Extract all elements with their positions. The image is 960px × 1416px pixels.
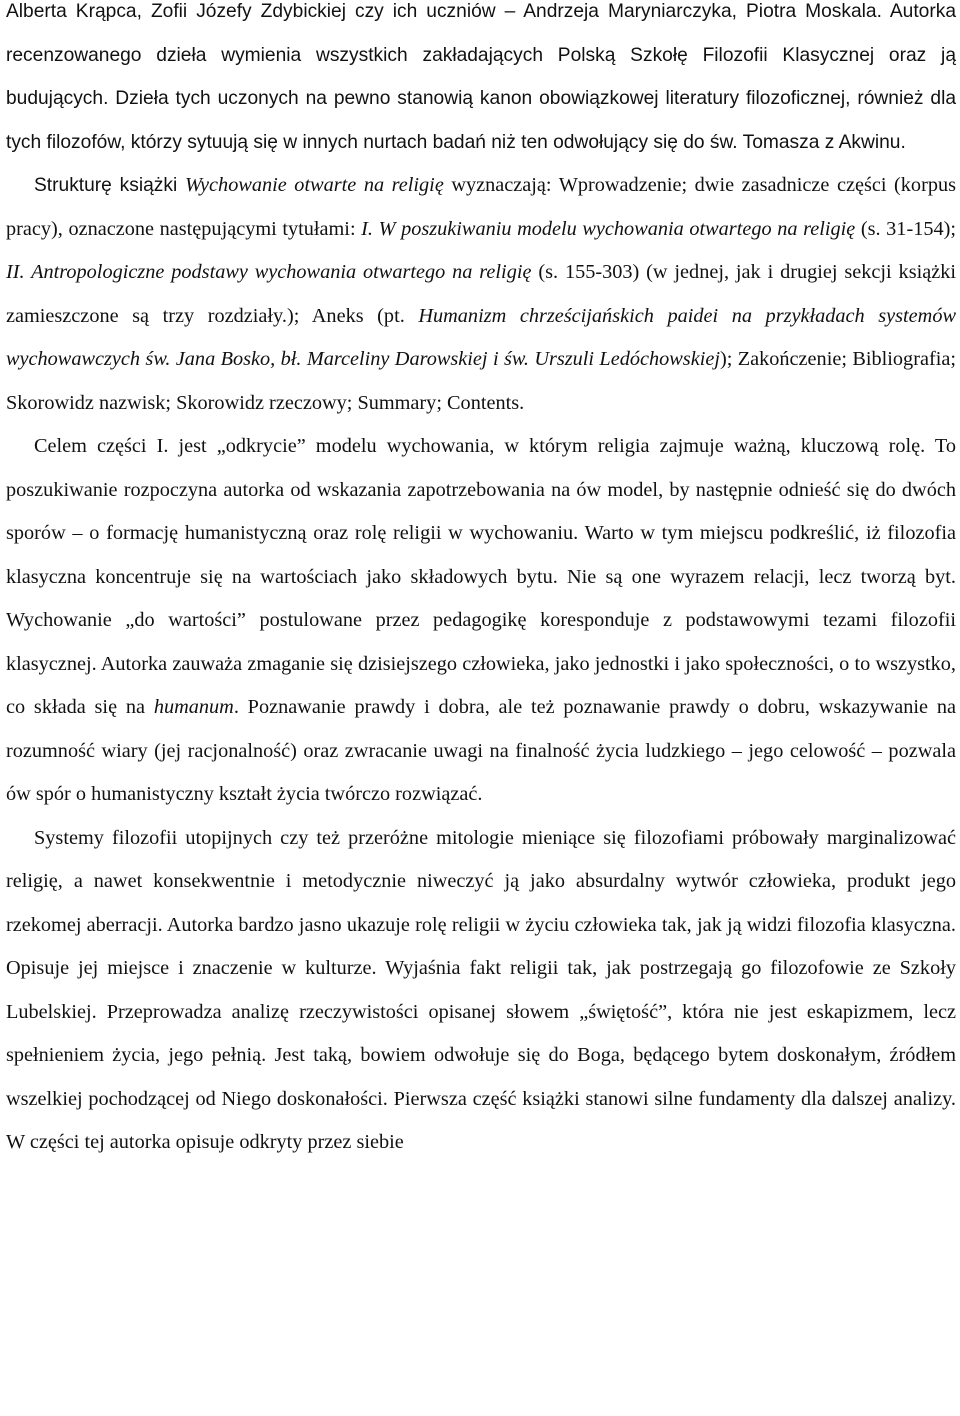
paragraph-text: Alberta Krąpca, Zofii Józefy Zdybickiej czy ich uczniów – Andrzeja Maryniarczyka, Piotra Moskala. Autorka recenzowanego dzieła wymienia wszystkich zakładających Polską Szkołę Filozofii Klasycznej oraz ją budujących. Dzieła tych uczonych na pewno stanowią kanon obowiązkowej literatury filozoficznej, również dla tych filozofów, którzy sytuują się w innych nurtach badań niż ten odwołujący się do św. Tomasza z Akwinu. <box>6 1 956 153</box>
paragraph-text: wyznaczają: Wprowadzenie; dwie zasadnicze części (korpus pracy), oznaczone następującymi tytułami: <box>6 174 956 240</box>
paragraph-text: Systemy filozofii utopijnych czy też przeróżne mitologie mieniące się filozofiami próbowały marginalizować religię, a nawet konsekwentnie i metodycznie niweczyć ją jako absurdalny wytwór człowieka, produkt jego rzekomej aberracji. Autorka bardzo jasno ukazuje rolę religii w życiu człowieka tak, jak ją widzi filozofia klasyczna. Opisuje jej miejsce i znaczenie w kulturze. Wyjaśnia fakt religii tak, jak postrzegają go filozofowie ze Szkoły Lubelskiej. Przeprowadza analizę rzeczywistości opisanej słowem „świętość”, która nie jest eskapizmem, lecz spełnieniem życia, jego pełnią. Jest taką, bowiem odwołuje się do Boga, będącego bytem doskonałym, źródłem wszelkiej pochodzącej od Niego doskonałości. Pierwsza część książki stanowi silne fundamenty dla dalszej analizy. W części tej autorka opisuje odkryty przez siebie <box>6 826 956 1153</box>
paragraph-text: (s. 155-303) (w jednej, jak i drugiej sekcji książki zamieszczone są trzy rozdziały.); Aneks (pt. <box>6 261 957 327</box>
part-two-title: II. Antropologiczne podstawy wychowania otwartego na religię <box>6 261 532 283</box>
paragraph-text: ); Zakończenie; Bibliografia; Skorowidz nazwisk; Skorowidz rzeczowy; Summary; Contents. <box>6 348 956 414</box>
paragraph-text: Strukturę książki <box>34 175 186 196</box>
book-title: Wychowanie otwarte na religię <box>185 174 444 196</box>
paragraph-utopian-systems <box>6 817 956 1165</box>
paragraph-part-one <box>6 425 956 817</box>
paragraph-structure <box>6 164 956 425</box>
document-page <box>6 0 956 1165</box>
emphasized-term: humanum <box>153 696 234 718</box>
paragraph-text: . Poznawanie prawdy i dobra, ale też poznawanie prawdy o dobru, wskazywanie na rozumność wiary (jej racjonalność) oraz zwracanie uwagi na finalność życia ludzkiego – jego celowość – pozwala ów spór o humanistyczny kształt życia twórczo rozwiązać. <box>6 696 956 805</box>
paragraph-text: Celem części I. jest „odkrycie” modelu wychowania, w którym religia zajmuje ważną, kluczową rolę. To poszukiwanie rozpoczyna autorka od wskazania zapotrzebowania na ów model, by następnie odnieść się do dwóch sporów – o formację humanistyczną oraz rolę religii w wychowaniu. Warto w tym miejscu podkreślić, iż filozofia klasyczna koncentruje się na wartościach jako składowych bytu. Nie są one wyrazem relacji, lecz tworzą byt. Wychowanie „do wartości” postulowane przez pedagogikę koresponduje z podstawowymi tezami filozofii klasycznej. Autorka zauważa zmaganie się dzisiejszego człowieka, jako jednostki i jako społeczności, o to wszystko, co składa się na <box>6 435 956 718</box>
part-one-title: I. W poszukiwaniu modelu wychowania otwartego na religię <box>361 217 856 240</box>
paragraph-text: (s. 31-154); <box>855 217 957 240</box>
annex-title: Humanizm chrześcijańskich paidei na przykładach systemów wychowawczych św. Jana Bosko, bł. Marceliny Darowskiej i św. Urszuli Ledóchowskiej <box>6 304 956 370</box>
paragraph-intro-continued <box>6 0 956 164</box>
